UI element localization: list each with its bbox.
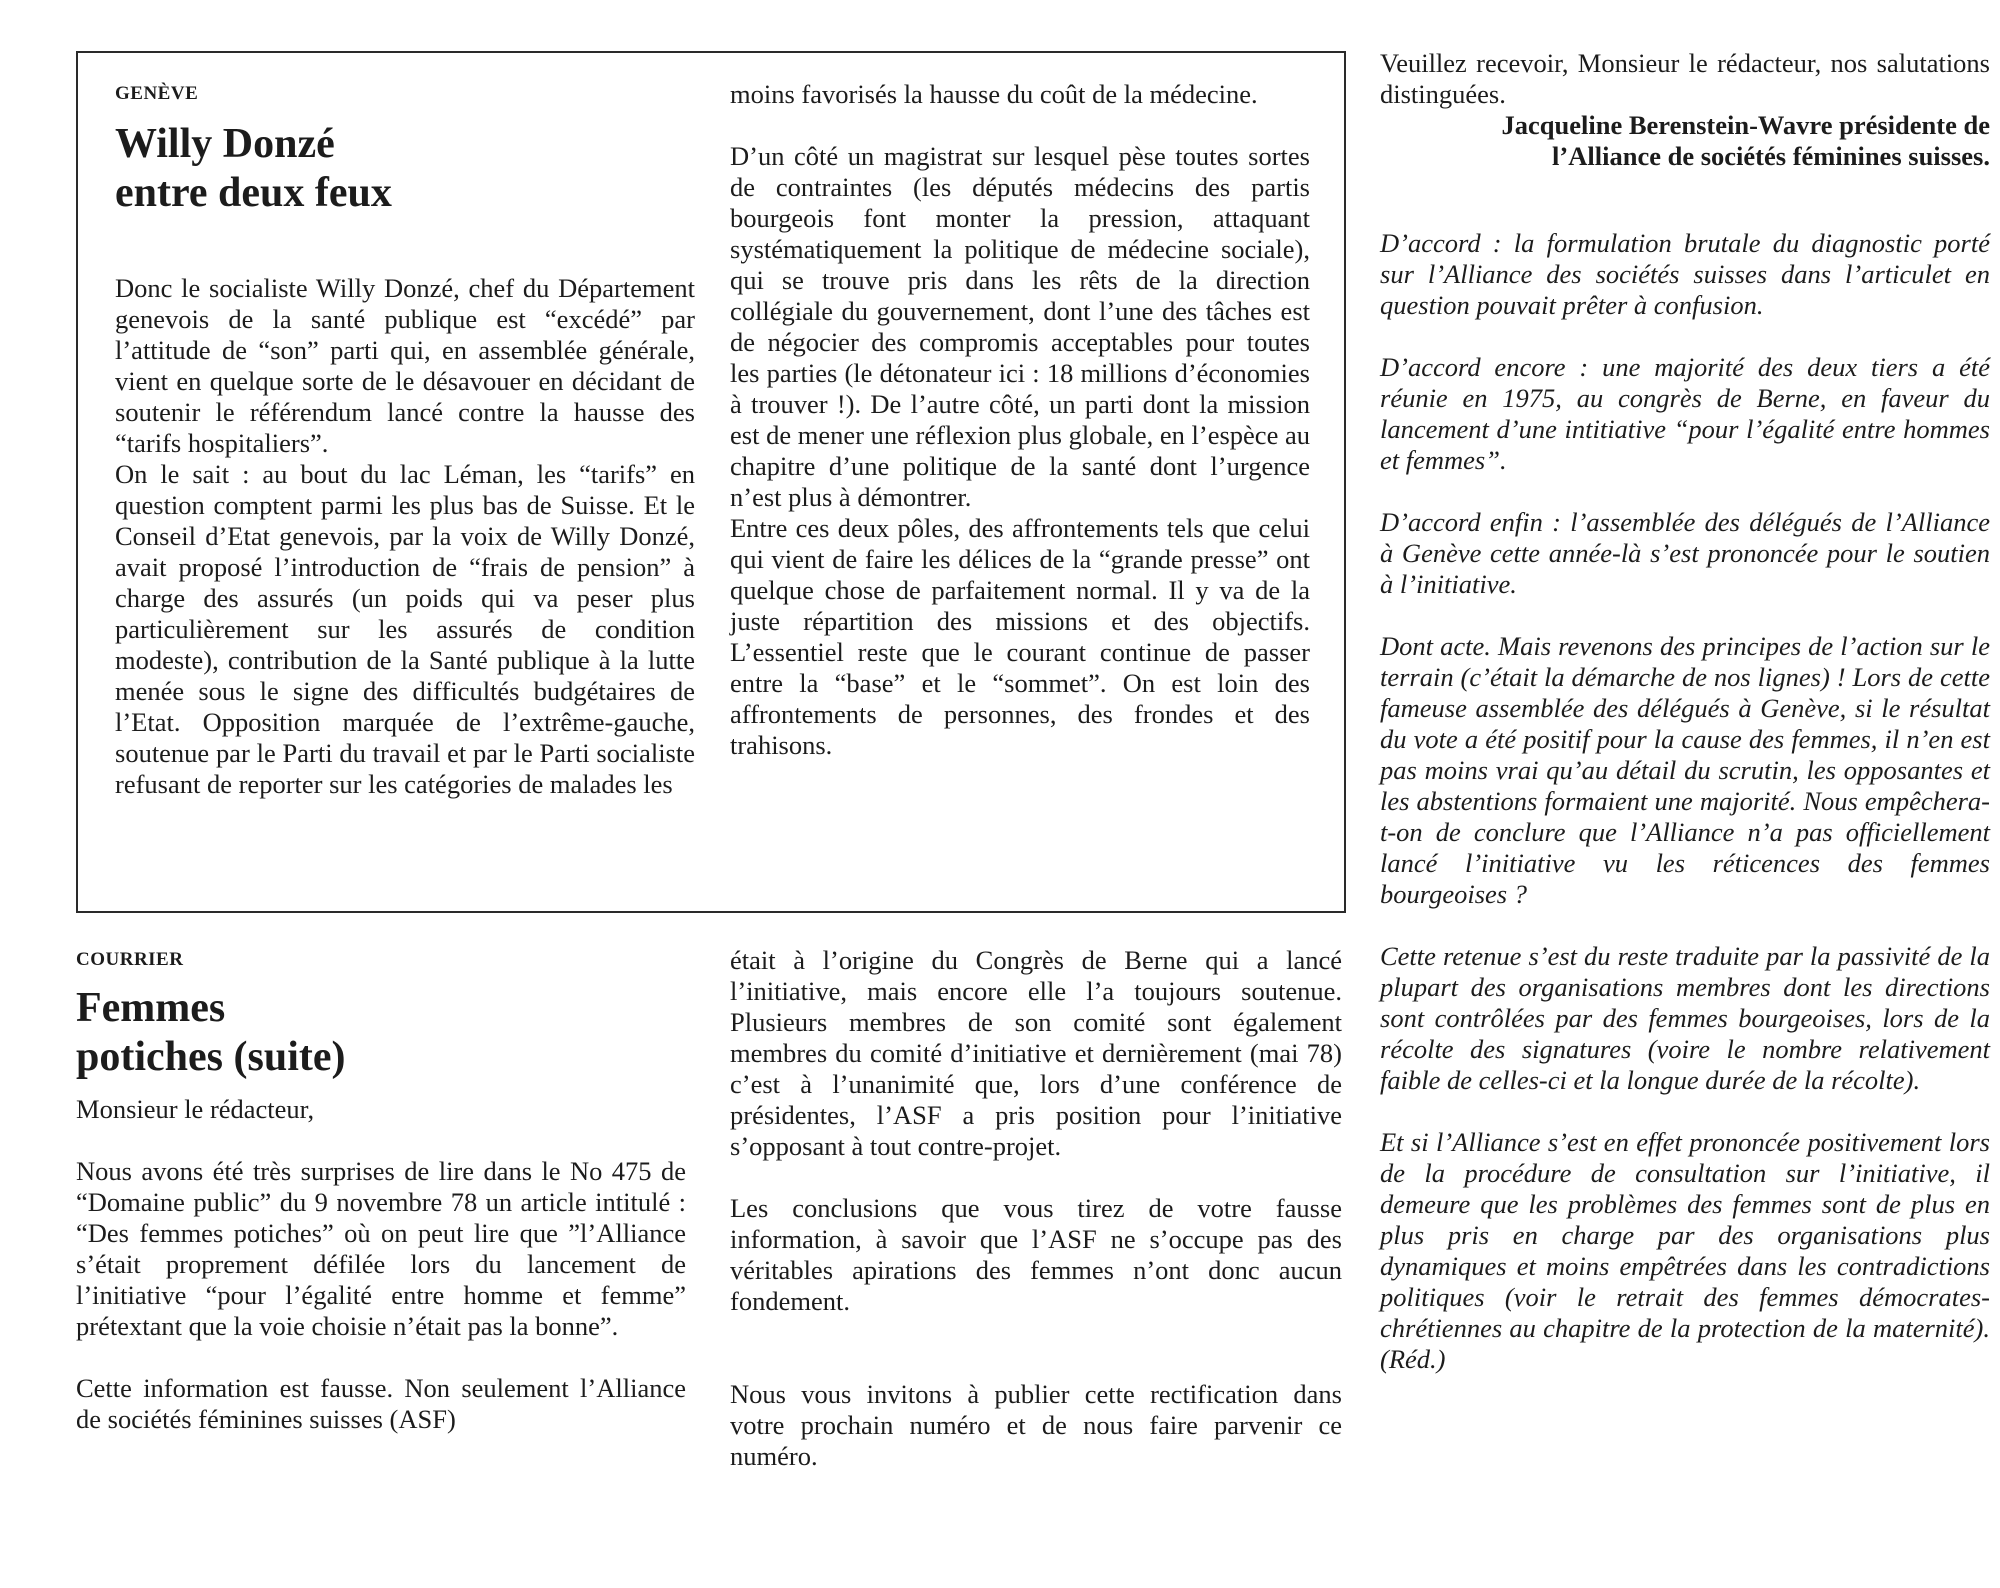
article1-column-1 (115, 82, 695, 800)
editor-note-paragraph: D’accord enfin : l’assemblée des délégués de l’Alliance à Genève cette année-là s’est prononcée pour le soutien à l’initiative. (1380, 507, 1990, 599)
signature-line: l’Alliance de sociétés féminines suisses. (1552, 141, 1990, 171)
article2-column-3 (1380, 48, 1990, 1375)
article1-paragraph: Entre ces deux pôles, des affrontements tels que celui qui vient de faire les délices de la “grande presse” ont quelque chose de parfaitement normal. Il y va de la juste répartition des missions et des objectifs. L’essentiel reste que le courant continue de passer entre la “base” et le “sommet”. On est loin des affrontements de personnes, des frondes et des trahisons. (730, 513, 1310, 760)
editor-note (1380, 228, 1990, 1375)
signature-line: Jacqueline Berenstein-Wavre présidente de (1501, 110, 1990, 140)
editor-note-paragraph: Et si l’Alliance s’est en effet prononcée positivement lors de la procédure de consultation sur l’initiative, il demeure que les problèmes des femmes sont de plus en plus pris en charge par des organisations plus dynamiques et moins empêtrées dans les contradictions politiques (voir le retrait des femmes démocrates-chrétiennes au chapitre de la protection de la maternité). (Réd.) (1380, 1127, 1990, 1374)
article1-paragraph: Donc le socialiste Willy Donzé, chef du Département genevois de la santé publique est “excédé” par l’attitude de “son” parti qui, en assemblée générale, vient en quelque sorte de le désavouer en décidant de soutenir le référendum lancé contre la hausse des “tarifs hospitaliers”. (115, 273, 695, 458)
article2-signature (1380, 110, 1990, 172)
article2-paragraph: Les conclusions que vous tirez de votre fausse information, à savoir que l’ASF ne s’occupe pas des véritables apirations des femmes n’ont donc aucun fondement. (730, 1193, 1342, 1316)
article2-column-1 (76, 948, 686, 1435)
article1-column-2 (730, 79, 1310, 761)
editor-note-paragraph: D’accord : la formulation brutale du diagnostic porté sur l’Alliance des sociétés suisses dans l’articulet en question pouvait prêter à confusion. (1380, 228, 1990, 320)
editor-note-paragraph: D’accord encore : une majorité des deux tiers a été réunie en 1975, au congrès de Berne, en faveur du lancement d’une intitiative “pour l’égalité entre hommes et femmes”. (1380, 352, 1990, 475)
article1-title-line2: entre deux feux (115, 170, 392, 216)
editor-note-paragraph: Dont acte. Mais revenons des principes de l’action sur le terrain (c’était la démarche de nos lignes) ! Lors de cette fameuse assemblée des délégués à Genève, si le résultat du vote a été positif pour la cause des femmes, il n’en est pas moins vrai qu’au détail du scrutin, les opposantes et les abstentions formaient une majorité. Nous empêchera-t-on de conclure que l’Alliance n’a pas officiellement lancé l’initiative vu les réticences des femmes bourgeoises ? (1380, 631, 1990, 909)
article2-column-2 (730, 945, 1342, 1472)
article2-paragraph: Cette information est fausse. Non seulement l’Alliance de sociétés féminines suisses (ASF) (76, 1373, 686, 1434)
article2-paragraph: Nous avons été très surprises de lire dans le No 475 de “Domaine public” du 9 novembre 78 un article intitulé : “Des femmes potiches” où on peut lire que ”l’Alliance s’était proprement défilée lors du lancement de l’initiative “pour l’égalité entre homme et femme” prétextant que la voie choisie n’était pas la bonne”. (76, 1156, 686, 1341)
article1-paragraph: moins favorisés la hausse du coût de la médecine. (730, 79, 1258, 109)
article2-title-line1: Femmes (76, 985, 226, 1031)
article2-closing: Veuillez recevoir, Monsieur le rédacteur, nos salutations distinguées. (1380, 48, 1990, 109)
article2-paragraph: Nous vous invitons à publier cette rectification dans votre prochain numéro et de nous faire parvenir ce numéro. (730, 1379, 1342, 1471)
article1-title-line1: Willy Donzé (115, 121, 335, 167)
article1-paragraph: On le sait : au bout du lac Léman, les “tarifs” en question comptent parmi les plus bas de Suisse. Et le Conseil d’Etat genevois, par la voix de Willy Donzé, avait proposé l’introduction de “frais de pension” à charge des assurés (un poids qui va peser plus particulièrement sur les assurés de condition modeste), contribution de la Santé publique à la lutte menée sous le signe des difficultés budgétaires de l’Etat. Opposition marquée de l’extrême-gauche, soutenue par le Parti du travail et par le Parti socialiste refusant de reporter sur les catégories de malades les (115, 459, 695, 799)
article2-kicker: COURRIER (76, 949, 184, 970)
article1-kicker: GENÈVE (115, 83, 199, 104)
article2-title (76, 984, 686, 1082)
article2-paragraph: était à l’origine du Congrès de Berne qui a lancé l’initiative, mais encore elle l’a toujours soutenue. Plusieurs membres de son comité sont également membres du comité d’initiative et dernièrement (mai 78) c’est à l’unanimité que, lors d’une conférence de présidentes, l’ASF a pris position pour l’initiative s’opposant à tout contre-projet. (730, 945, 1342, 1161)
article2-title-line2: potiches (suite) (76, 1034, 346, 1080)
editor-note-paragraph: Cette retenue s’est du reste traduite par la passivité de la plupart des organisations membres dont les directions sont contrôlées par des femmes bourgeoises, lors de la récolte des signatures (voire le nombre relativement faible de celles-ci et la longue durée de la récolte). (1380, 941, 1990, 1095)
article2-salutation: Monsieur le rédacteur, (76, 1094, 315, 1124)
article1-title (115, 120, 695, 218)
article1-paragraph: D’un côté un magistrat sur lesquel pèse toutes sortes de contraintes (les députés médecins des partis bourgeois font monter la pression, attaquant systématiquement la politique de médecine sociale), qui se trouve pris dans les rêts de la direction collégiale du gouvernement, dont l’une des tâches est de négocier des compromis acceptables pour toutes les parties (le détonateur ici : 18 millions d’économies à trouver !). De l’autre côté, un parti dont la mission est de mener une réflexion plus globale, en l’espèce au chapitre d’une politique de la santé dont l’urgence n’est plus à démontrer. (730, 141, 1310, 512)
